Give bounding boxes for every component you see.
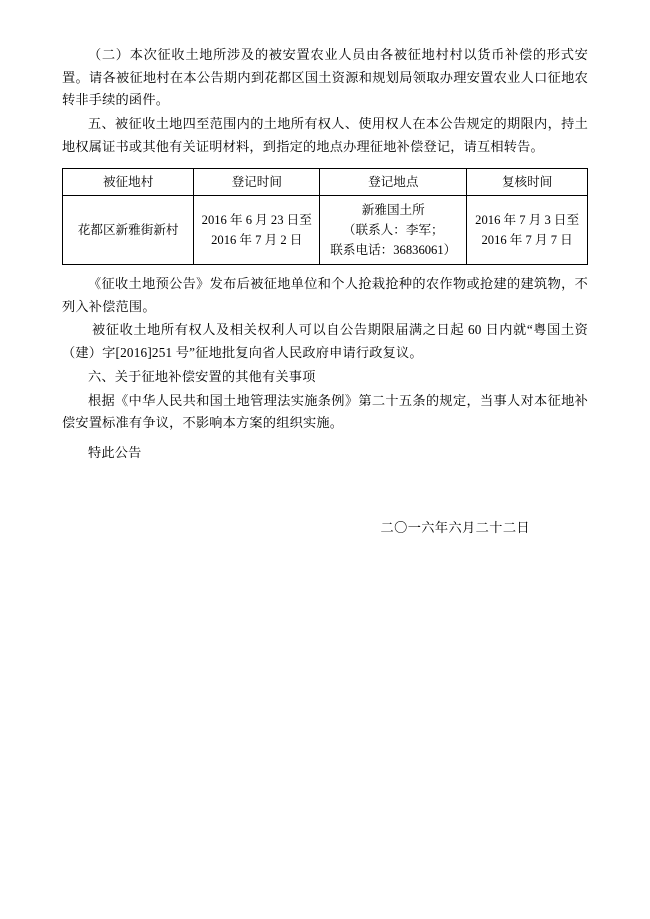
paragraph-item-6: 六、关于征地补偿安置的其他有关事项 [88,368,316,384]
review-time-line-1: 2016 年 7 月 3 日至 [475,212,580,227]
paragraph-item-5: 五、被征收土地四至范围内的土地所有权人、使用权人在本公告规定的期限内，持土地权属证书或其他有关证明材料，到指定的地点办理征地补偿登记，请互相转告。 [62,116,588,154]
cell-register-place [320,195,467,264]
table-header-register-time: 登记时间 [194,168,320,195]
cell-village: 花都区新雅街新村 [63,195,194,264]
register-time-line-1: 2016 年 6 月 23 日至 [201,212,312,227]
paragraph-review: 被征收土地所有权人及相关权利人可以自公告期限届满之日起 60 日内就“粤国土资（建）字[2016]251 号”征地批复向省人民政府申请行政复议。 [62,322,588,361]
table-header-village: 被征地村 [63,168,194,195]
register-place-line-2: （联系人：李军； [342,222,444,237]
paragraph-regulation: 根据《中华人民共和国土地管理法实施条例》第二十五条的规定，当事人对本征地补偿安置标准有争议，不影响本方案的组织实施。 [62,392,588,431]
table-header-register-place: 登记地点 [320,168,467,195]
table-header-review-time: 复核时间 [467,168,588,195]
paragraph-notice: 《征收土地预公告》发布后被征地单位和个人抢栽抢种的农作物或抢建的建筑物，不列入补偿范围。 [62,276,588,314]
paragraph-closing: 特此公告 [88,445,142,460]
signature-date: 二〇一六年六月二十二日 [380,519,530,535]
cell-review-time [467,195,588,264]
table-row [63,195,588,264]
register-time-line-2: 2016 年 7 月 2 日 [211,232,303,247]
registration-table [62,168,588,266]
table-header-row [63,168,588,195]
cell-register-time [194,195,320,264]
register-place-line-3: 联系电话：36836061） [330,242,457,257]
review-time-line-2: 2016 年 7 月 7 日 [481,232,573,247]
register-place-line-1: 新雅国土所 [361,202,425,217]
paragraph-item-2: （二）本次征收土地所涉及的被安置农业人员由各被征地村村以货币补偿的形式安置。请各被征地村在本公告期内到花都区国土资源和规划局领取办理安置农业人口征地农转非手续的函件。 [62,47,588,108]
